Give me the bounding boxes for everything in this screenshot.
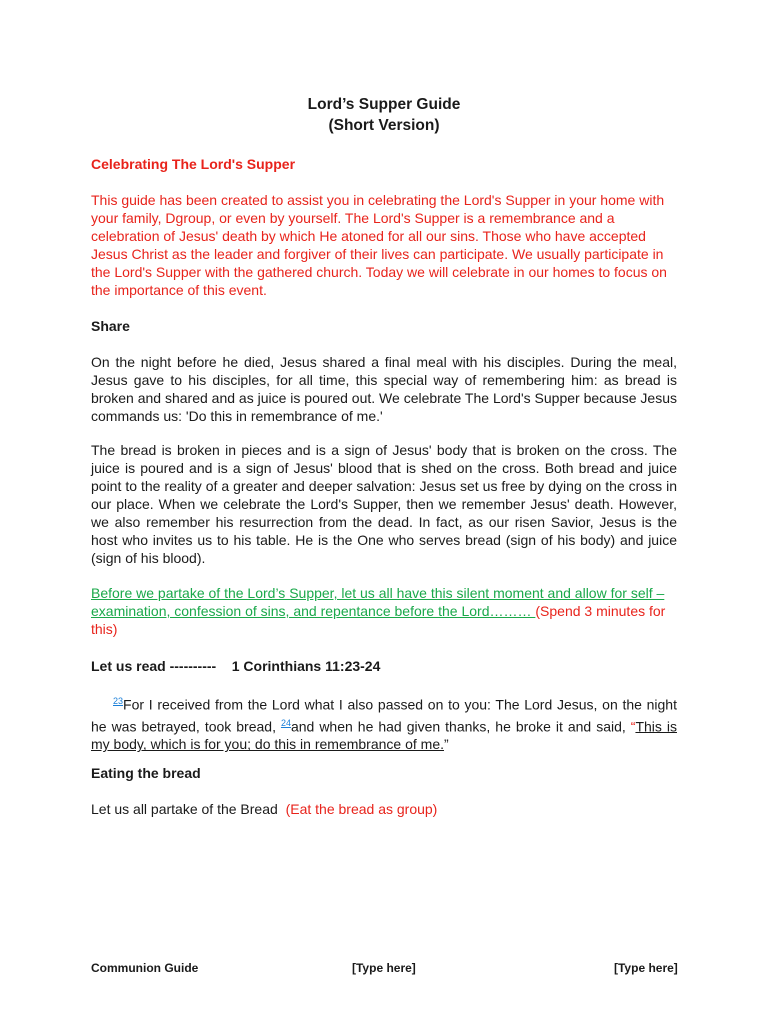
verse-23-link[interactable]: 23: [113, 696, 124, 706]
section-heading-share: Share: [91, 318, 130, 334]
verse-24-text: and when he had given thanks, he broke it and said,: [290, 718, 631, 735]
document-subtitle: (Short Version): [328, 117, 440, 134]
share-paragraph-2: The bread is broken in pieces and is a sign of Jesus' body that is broken on the cross. The juice is poured and is a sign of Jesus' blood that is shed on the cross. Both bread and juice point to the reality of a greater and deeper salvation: Jesus set us free by dying on the cross in our place. When we celebrate the Lord's Supper, then we remember Jesus' death. However, we also remember his resurrection from the dead. In fact, as our risen Savior, Jesus is the host who invites us to his table. He is the One who serves bread (sign of his body) and juice (sign of his blood).: [91, 442, 677, 566]
footer-center: [Type here]: [352, 961, 416, 975]
reflection-instruction: Before we partake of the Lord’s Supper, let us all have this silent moment and allow for self – examination, confession of sins, and repentance before the Lord………: [91, 585, 665, 619]
footer-left: Communion Guide: [91, 961, 199, 975]
scripture-passage: [91, 692, 677, 753]
eating-paragraph: [91, 800, 677, 818]
reflection-time-note: (Spend 3 minutes for this): [91, 603, 666, 637]
intro-paragraph: This guide has been created to assist you in celebrating the Lord's Supper in your home with your family, Dgroup, or even by yourself. The Lord's Supper is a remembrance and a celebration of Jesus' death by which He atoned for all our sins. Those who have accepted Jesus Christ as the leader and forgiver of their lives can participate. We usually participate in the Lord's Supper with the gathered church. Today we will celebrate in our homes to focus on the importance of this event.: [91, 192, 667, 298]
verse-24-quote: This is my body, which is for you; do this in remembrance of me.: [91, 718, 677, 753]
quote-open: “: [630, 718, 636, 735]
document-title: Lord’s Supper Guide: [307, 96, 461, 113]
share-paragraph-1: On the night before he died, Jesus shared a final meal with his disciples. During the meal, Jesus gave to his disciples, for all time, this special way of remembering him: as bread is broken and shared and as juice is poured out. We celebrate The Lord's Supper because Jesus commands us: 'Do this in remembrance of me.': [91, 354, 677, 424]
footer-right: [Type here]: [614, 961, 678, 975]
quote-close: ”: [444, 736, 449, 753]
scripture-reading-heading: Let us read ---------- 1 Corinthians 11:23-24: [91, 658, 381, 674]
verse-24-link[interactable]: 24: [280, 717, 291, 728]
eating-text: Let us all partake of the Bread: [91, 801, 286, 817]
verse-23-text: For I received from the Lord what I also passed on to you: The Lord Jesus, on the night he was betrayed, took bread,: [91, 696, 677, 735]
eating-instruction: (Eat the bread as group): [285, 801, 438, 817]
reflection-paragraph: [91, 584, 677, 638]
section-heading-celebrating: Celebrating The Lord's Supper: [91, 156, 296, 172]
section-heading-eating: Eating the bread: [91, 765, 201, 781]
